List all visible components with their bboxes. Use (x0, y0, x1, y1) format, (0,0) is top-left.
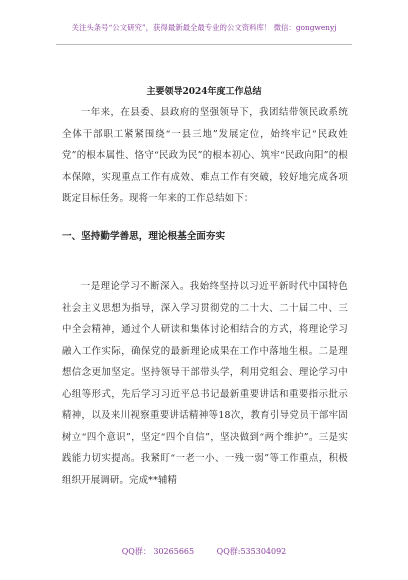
intro-paragraph: 一年来，在县委、县政府的坚强领导下，我团结带领民政系统全体干部职工紧紧围绕“一县三地”发展定位，始终牢记“民政姓党”的根本属性、恪守“民政为民”的根本初心、筑牢“民政向阳”的根本保障，实现重点工作有成效、难点工作有突破，较好地完成各项既定目标任务。现将一年来的工作总结如下： (62, 107, 348, 204)
footer-contacts (0, 546, 408, 557)
body-paragraph: 一是理论学习不断深入。我始终坚持以习近平新时代中国特色社会主义思想为指导，深入学习贯彻党的二十大、二十届二中、三中全会精神，通过个人研读和集体讨论相结合的方式，将理论学习融入工作实际，确保党的最新理论成果在工作中落地生根。二是理想信念更加坚定。坚持领导干部带头学，利用党组会、理论学习中心组等形式，先后学习习近平总书记最新重要讲话和重要指示批示精神，以及来川视察重要讲话精神等18次，教育引导党员干部牢固树立“四个意识”，坚定“四个自信”，坚决做到“两个维护”。三是实践能力切实提高。我紧盯“一老一小、一残一弱”等工作重点，积极组织开展调研。完成**辅精 (62, 281, 348, 486)
promo-header: 关注头条号“公文研究”，获得最新最全最专业的公文资料库！ 微信：gongwenyj (71, 23, 337, 32)
footer-qq-group-1: QQ群： 30265665 (121, 547, 195, 556)
section-heading: 一、坚持勤学善思，理论根基全面夯实 (62, 231, 226, 242)
document-title: 主要领导2024年度工作总结 (146, 87, 262, 97)
header-divider (56, 44, 352, 45)
footer-qq-group-2: QQ群:535304092 (216, 547, 287, 556)
